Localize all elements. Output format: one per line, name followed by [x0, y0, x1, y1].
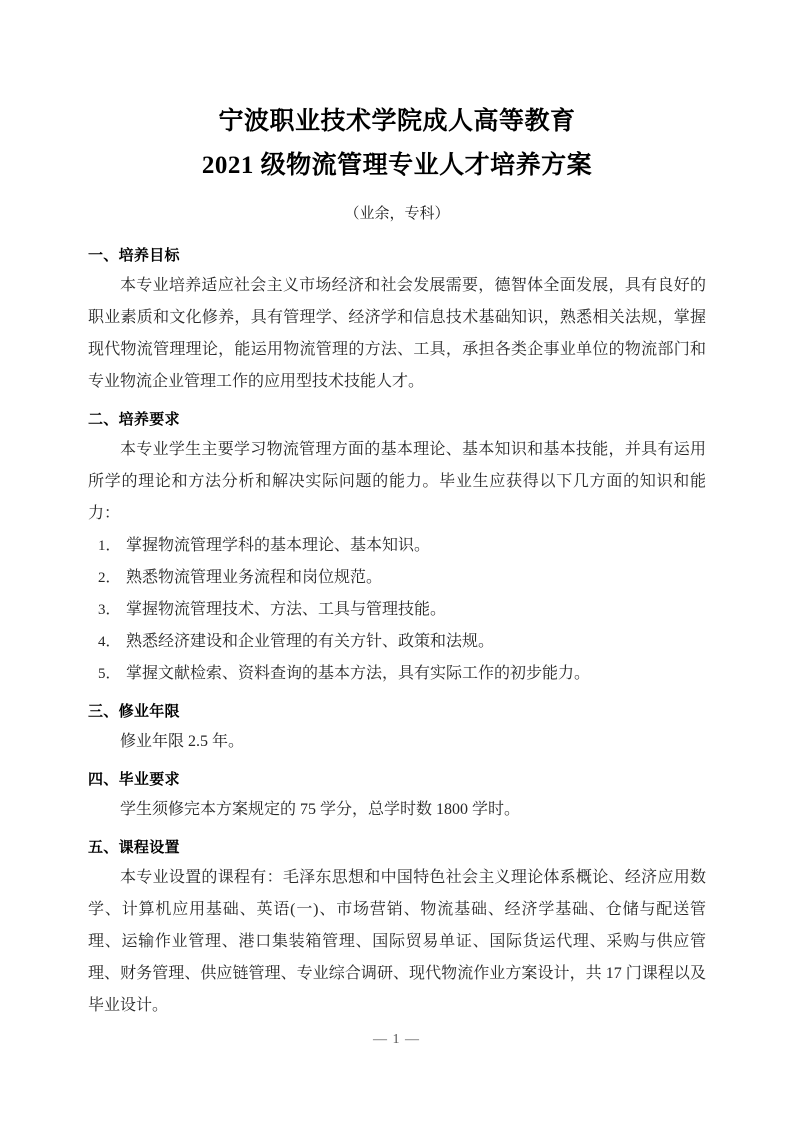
section-paragraph-curriculum: 本专业设置的课程有：毛泽东思想和中国特色社会主义理论体系概论、经济应用数学、计算机应用基础、英语(一)、市场营销、物流基础、经济学基础、仓储与配送管理、运输作业管理、港口集装箱管理、国际贸易单证、国际货运代理、采购与供应管理、财务管理、供应链管理、专业综合调研、现代物流作业方案设计，共 17 门课程以及毕业设计。: [88, 869, 706, 1014]
list-item-label: 掌握物流管理学科的基本理论、基本知识。: [126, 537, 431, 554]
list-item: [88, 562, 706, 594]
list-item-label: 熟悉物流管理业务流程和岗位规范。: [126, 569, 383, 586]
list-item: [88, 594, 706, 626]
section-paragraph-graduation-requirements: 学生须修完本方案规定的 75 学分，总学时数 1800 学时。: [120, 801, 521, 818]
section-paragraph-training-requirements: 本专业学生主要学习物流管理方面的基本理论、基本知识和基本技能，并具有运用所学的理论和方法分析和解决实际问题的能力。毕业生应获得以下几方面的知识和能力：: [88, 441, 706, 522]
list-item: [88, 626, 706, 658]
section-heading-curriculum: 五、课程设置: [88, 838, 180, 856]
document-title-line-1: 宁波职业技术学院成人高等教育: [218, 108, 576, 135]
document-title-line-2: 2021 级物流管理专业人才培养方案: [201, 152, 593, 179]
document-title: [88, 100, 706, 188]
list-item-marker: 2．: [98, 570, 121, 586]
list-item-marker: 5．: [98, 666, 121, 682]
page-number-footer: — 1 —: [373, 1032, 420, 1047]
section-heading-training-requirements: 二、培养要求: [88, 410, 180, 428]
list-item-label: 掌握物流管理技术、方法、工具与管理技能。: [126, 601, 447, 618]
list-item-marker: 1．: [98, 538, 121, 554]
list-item: [88, 530, 706, 562]
training-requirements-list: [88, 530, 706, 690]
section-heading-graduation-requirements: 四、毕业要求: [88, 770, 180, 788]
list-item-marker: 3．: [98, 602, 121, 618]
list-item-label: 掌握文献检索、资料查询的基本方法，具有实际工作的初步能力。: [126, 665, 591, 682]
section-paragraph-training-objective: 本专业培养适应社会主义市场经济和社会发展需要，德智体全面发展，具有良好的职业素质和文化修养，具有管理学、经济学和信息技术基础知识，熟悉相关法规，掌握现代物流管理理论，能运用物流管理的方法、工具，承担各类企事业单位的物流部门和专业物流企业管理工作的应用型技术技能人才。: [88, 277, 706, 390]
list-item-marker: 4．: [98, 634, 121, 650]
section-heading-study-duration: 三、修业年限: [88, 702, 180, 720]
list-item-label: 熟悉经济建设和企业管理的有关方针、政策和法规。: [126, 633, 495, 650]
section-heading-training-objective: 一、培养目标: [88, 246, 180, 264]
document-subtitle: （业余，专科）: [344, 206, 450, 222]
list-item: [88, 658, 706, 690]
document-content: [88, 100, 706, 1022]
section-paragraph-study-duration: 修业年限 2.5 年。: [120, 733, 245, 750]
